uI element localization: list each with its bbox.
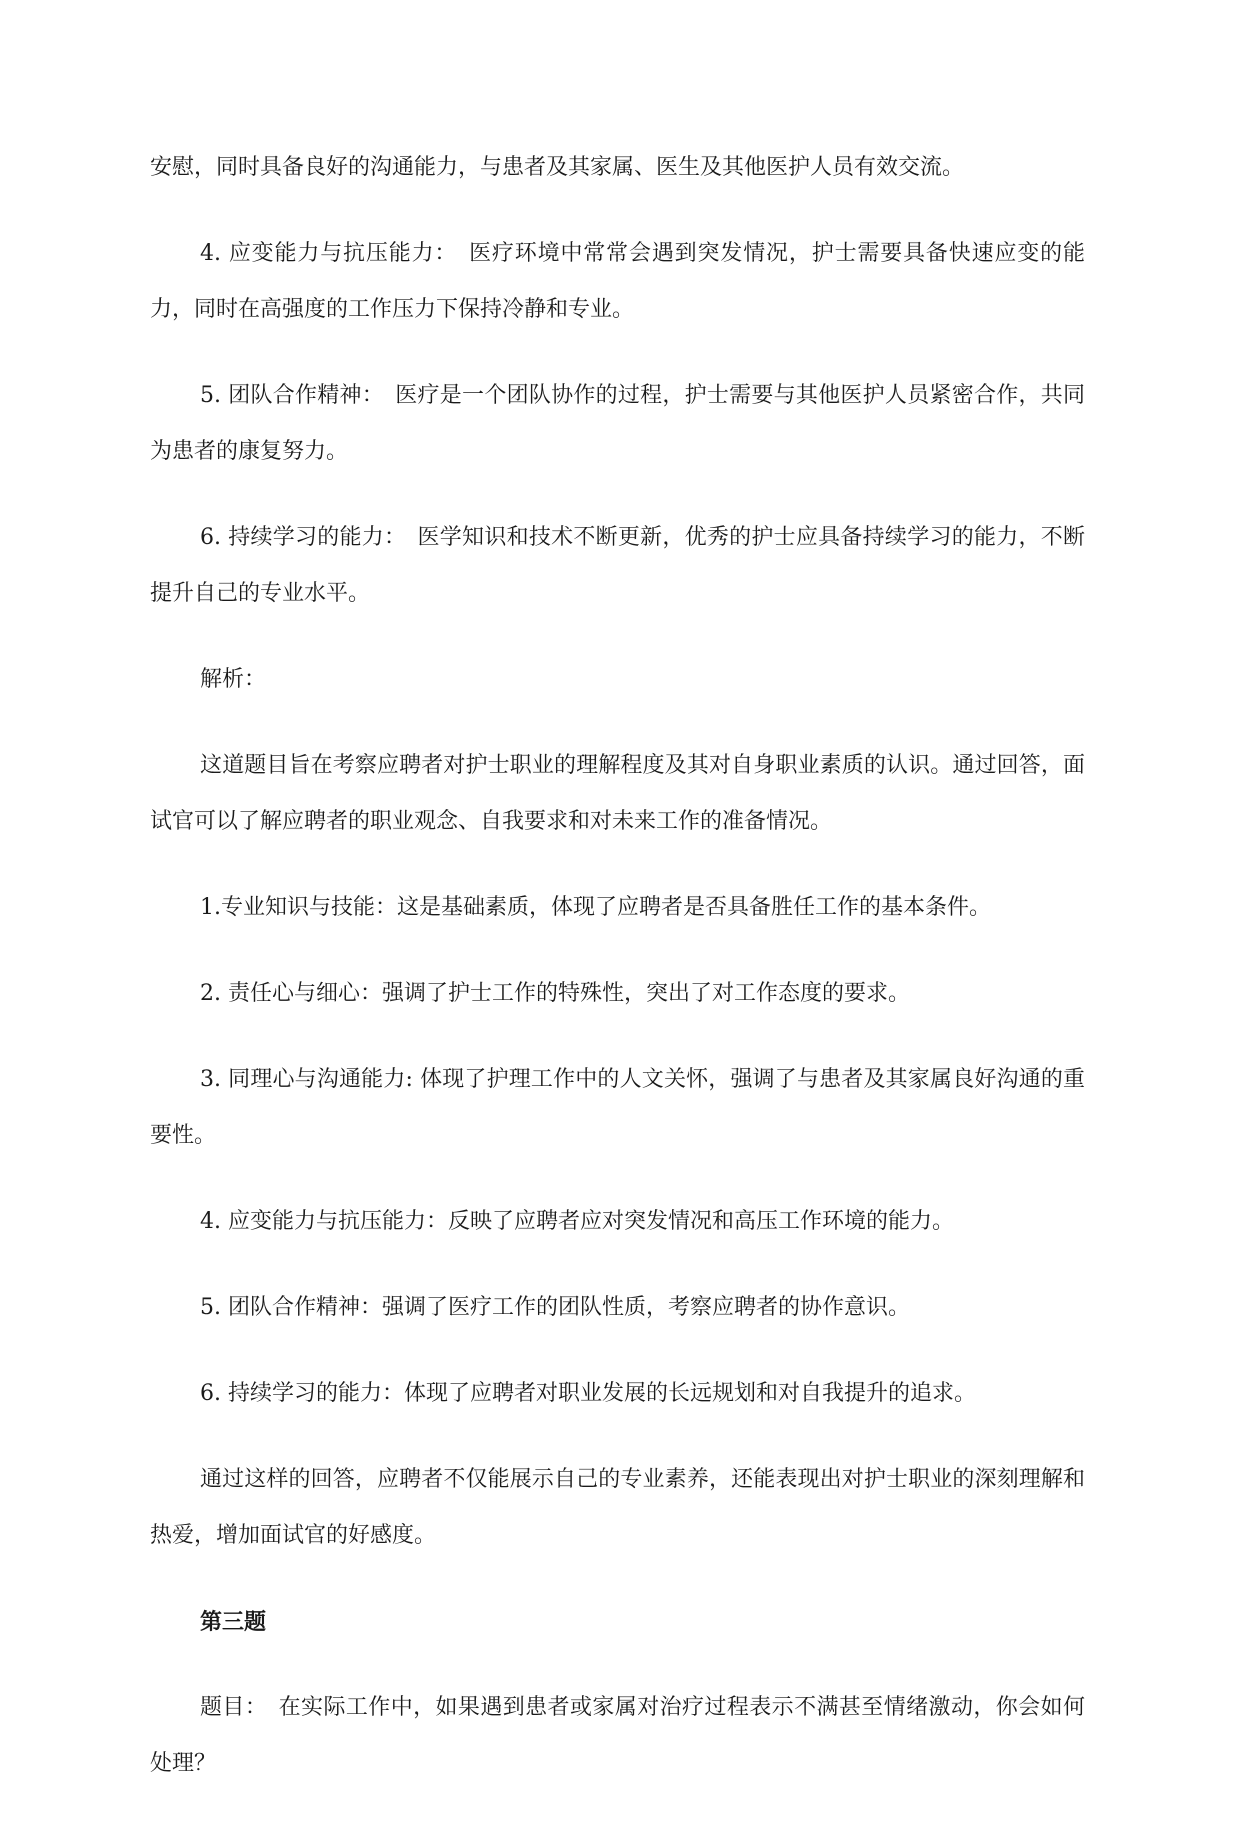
analysis-point-6: 6. 持续学习的能力：体现了应聘者对职业发展的长远规划和对自我提升的追求。 <box>200 1381 976 1406</box>
paragraph-continuation: 安慰，同时具备良好的沟通能力，与患者及其家属、医生及其他医护人员有效交流。 <box>150 155 965 180</box>
question-text: 题目： 在实际工作中，如果遇到患者或家属对治疗过程表示不满甚至情绪激动，你会如何处理？ <box>150 1695 1085 1776</box>
analysis-point-4: 4. 应变能力与抗压能力：反映了应聘者应对突发情况和高压工作环境的能力。 <box>200 1209 954 1234</box>
analysis-point-1: 1.专业知识与技能：这是基础素质，体现了应聘者是否具备胜任工作的基本条件。 <box>200 895 991 920</box>
analysis-conclusion: 通过这样的回答，应聘者不仅能展示自己的专业素养，还能表现出对护士职业的深刻理解和热爱，增加面试官的好感度。 <box>150 1467 1085 1548</box>
paragraph-item-4: 4. 应变能力与抗压能力： 医疗环境中常常会遇到突发情况，护士需要具备快速应变的能力，同时在高强度的工作压力下保持冷静和专业。 <box>150 241 1085 322</box>
document-body <box>150 140 1085 1822</box>
analysis-point-5: 5. 团队合作精神：强调了医疗工作的团队性质，考察应聘者的协作意识。 <box>200 1295 910 1320</box>
analysis-point-2: 2. 责任心与细心：强调了护士工作的特殊性，突出了对工作态度的要求。 <box>200 981 910 1006</box>
analysis-point-3: 3. 同理心与沟通能力: 体现了护理工作中的人文关怀，强调了与患者及其家属良好沟通的重要性。 <box>150 1067 1085 1148</box>
analysis-label: 解析： <box>200 667 267 692</box>
section-heading: 第三题 <box>200 1609 267 1635</box>
paragraph-item-6: 6. 持续学习的能力： 医学知识和技术不断更新，优秀的护士应具备持续学习的能力，不断提升自己的专业水平。 <box>150 525 1085 606</box>
analysis-intro: 这道题目旨在考察应聘者对护士职业的理解程度及其对自身职业素质的认识。通过回答，面试官可以了解应聘者的职业观念、自我要求和对未来工作的准备情况。 <box>150 753 1085 834</box>
paragraph-item-5: 5. 团队合作精神： 医疗是一个团队协作的过程，护士需要与其他医护人员紧密合作，共同为患者的康复努力。 <box>150 383 1085 464</box>
